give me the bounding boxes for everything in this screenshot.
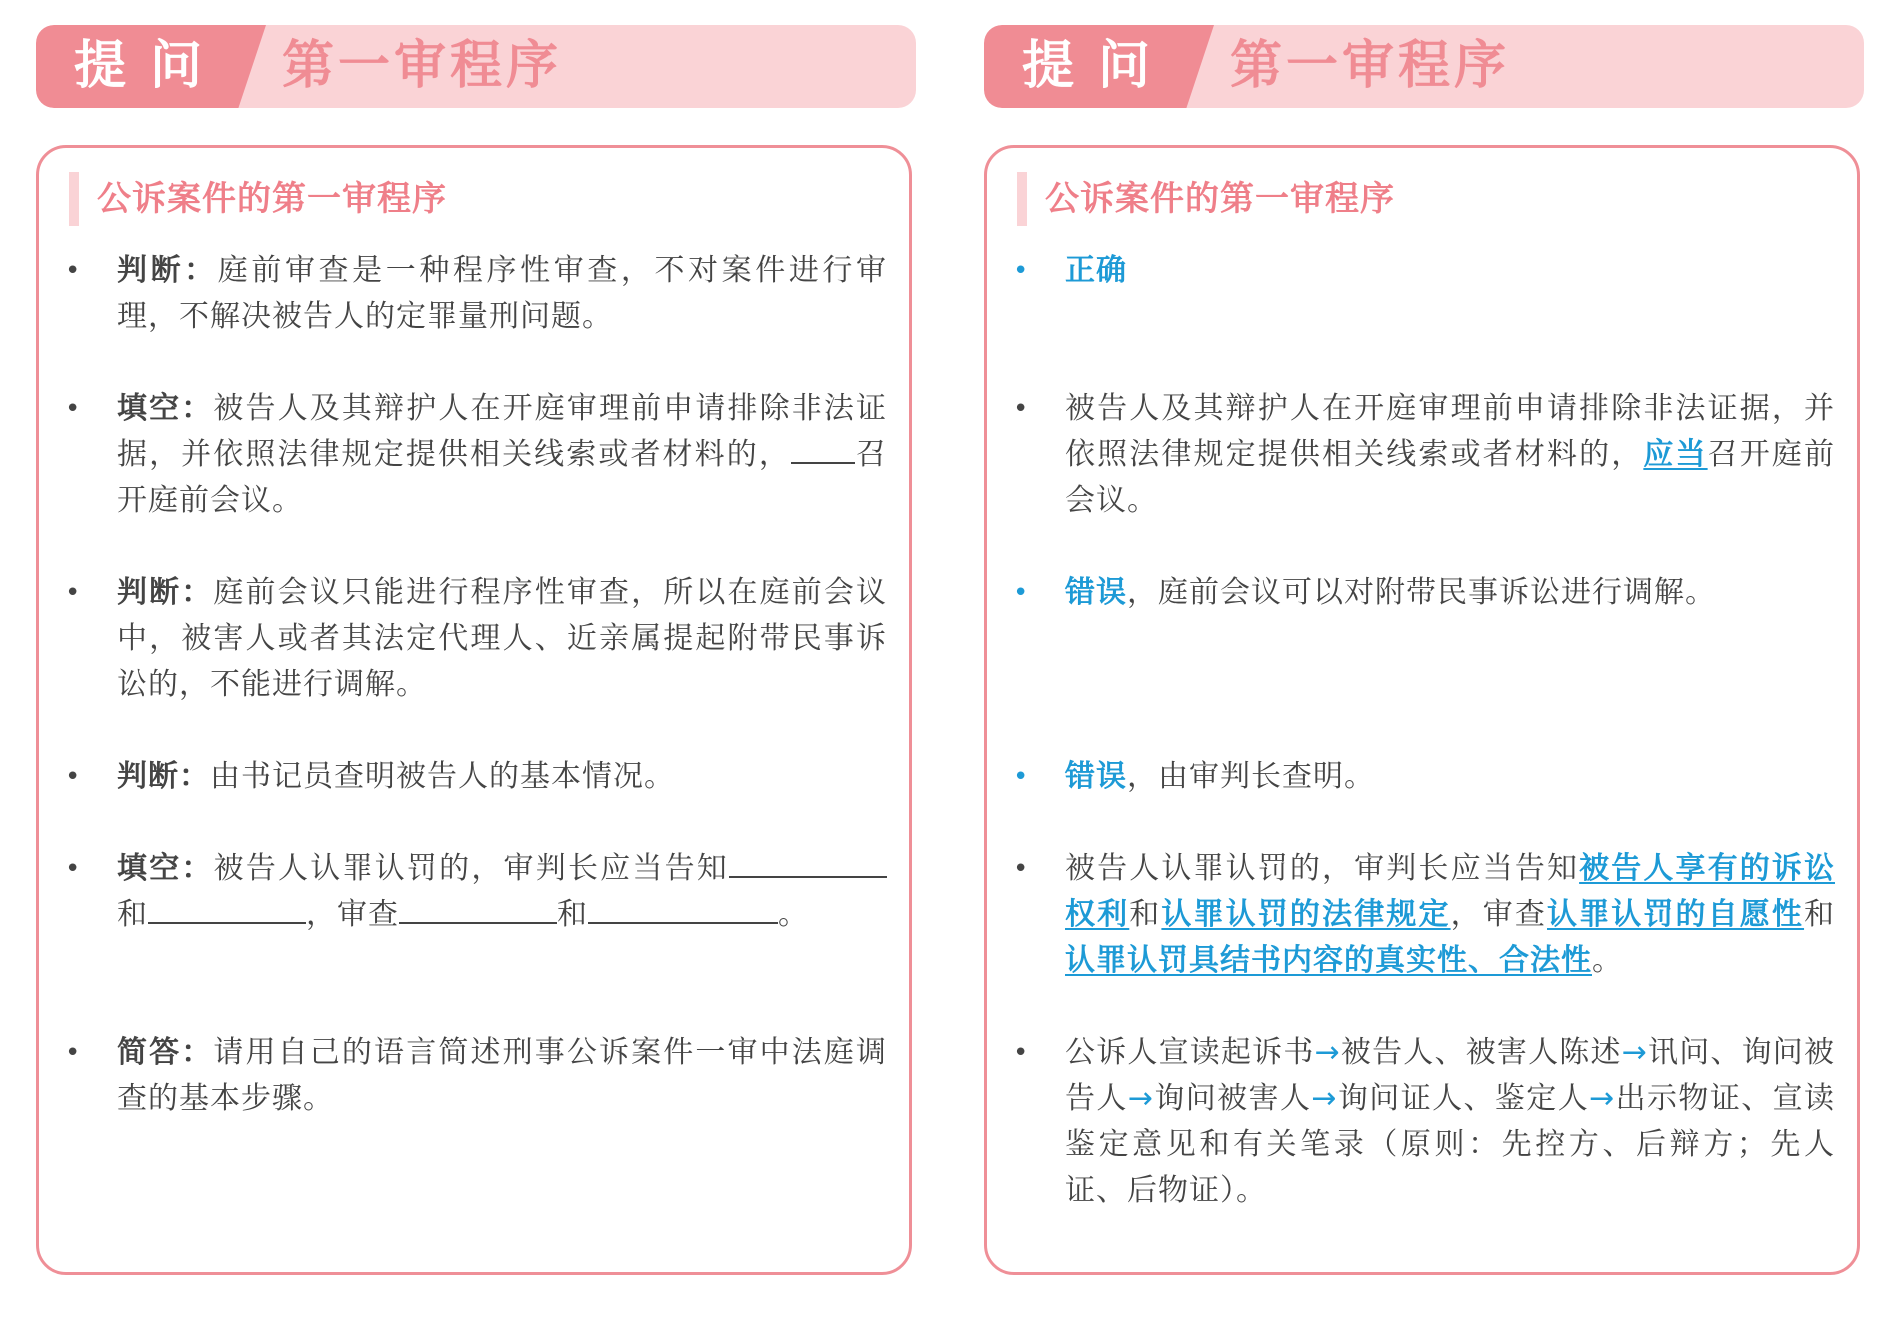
answer-text: 错误: [1065, 759, 1127, 794]
question-type-label: 判断：: [117, 253, 218, 288]
answer-body: ，审查: [1450, 897, 1547, 932]
answer-text: 正确: [1065, 253, 1127, 288]
left-card-title-accent: [69, 172, 79, 226]
left-header-title: 第一审程序: [282, 36, 563, 96]
question-text: 庭前审查是一种程序性审查，不对案件进行审理，不解决被告人的定罪量刑问题。: [117, 253, 888, 334]
step-text: 被告人、被害人陈述: [1340, 1035, 1622, 1070]
step-text: 讯问、询问被告人: [1065, 1035, 1836, 1116]
question-text: 被告人及其辩护人在开庭审理前申请排除非法证据，并依照法律规定提供相关线索或者材料的，: [117, 391, 888, 472]
answer-body: 被告人及其辩护人在开庭审理前申请排除非法证据，并依照法律规定提供相关线索或者材料的，: [1065, 391, 1835, 472]
answer-highlight: 应当: [1643, 437, 1708, 472]
fill-blank: [729, 848, 887, 878]
answer-item-6: [1013, 1030, 1835, 1214]
answer-body: 被告人认罪认罚的，审判长应当告知: [1065, 851, 1580, 886]
bullet: •: [1013, 854, 1029, 884]
arrow-right-icon: →: [1311, 1081, 1338, 1116]
step-text: 出示物证、宣读鉴定意见和有关笔录（原则：先控方、后辩方；先人证、后物证）。: [1065, 1081, 1836, 1208]
question-text: 召开庭前会议。: [117, 437, 888, 518]
left-panel: [36, 0, 924, 1322]
step-text: 询问被害人: [1153, 1081, 1312, 1116]
question-text: 由书记员查明被告人的基本情况。: [210, 759, 675, 794]
left-question-card: [36, 145, 912, 1275]
answer-body: 。: [1592, 943, 1623, 978]
answer-body: ，由审判长查明。: [1127, 759, 1375, 794]
bullet: •: [1013, 578, 1029, 608]
bullet: •: [65, 1038, 81, 1068]
bullet: •: [65, 854, 81, 884]
answer-body: 和: [1804, 897, 1836, 932]
bullet: •: [65, 578, 81, 608]
answer-item-3: [1013, 570, 1835, 616]
question-item-6: [65, 1030, 887, 1122]
question-type-label: 填空：: [117, 391, 214, 426]
answer-highlight: 认罪认罚的法律规定: [1161, 897, 1451, 932]
right-header-bar: [984, 25, 1864, 108]
question-text: ，审查: [306, 897, 399, 932]
answer-highlight: 认罪认罚具结书内容的真实性、合法性: [1065, 943, 1592, 978]
fill-blank: [791, 434, 855, 464]
right-card-title: 公诉案件的第一审程序: [1045, 179, 1395, 219]
fill-blank: [399, 894, 557, 924]
answer-item-5: [1013, 846, 1835, 984]
left-header-tag-text: 提问: [74, 36, 227, 96]
answer-highlight: 认罪认罚的自愿性: [1547, 897, 1805, 932]
question-item-3: [65, 570, 887, 708]
arrow-right-icon: →: [1127, 1081, 1154, 1116]
bullet: •: [1013, 394, 1029, 424]
bullet: •: [1013, 762, 1029, 792]
right-card-title-accent: [1017, 172, 1027, 226]
question-text: 被告人认罪认罚的，审判长应当告知: [213, 851, 730, 886]
arrow-right-icon: →: [1621, 1035, 1648, 1070]
step-text: 询问证人、鉴定人: [1337, 1081, 1590, 1116]
left-header-bar: [36, 25, 916, 108]
question-text: 请用自己的语言简述刑事公诉案件一审中法庭调查的基本步骤。: [117, 1035, 888, 1116]
answer-item-2: [1013, 386, 1835, 524]
right-header-tag-text: 提问: [1022, 36, 1175, 96]
arrow-right-icon: →: [1589, 1081, 1616, 1116]
step-text: 公诉人宣读起诉书: [1065, 1035, 1315, 1070]
bullet: •: [1013, 1038, 1029, 1068]
right-panel: [984, 0, 1872, 1322]
answer-body: 和: [1129, 897, 1162, 932]
question-item-5: [65, 846, 887, 938]
answer-item-1: [1013, 248, 1835, 294]
arrow-right-icon: →: [1314, 1035, 1341, 1070]
question-text: 庭前会议只能进行程序性审查，所以在庭前会议中，被害人或者其法定代理人、近亲属提起附带民事诉讼的，不能进行调解。: [117, 575, 888, 702]
question-item-4: [65, 754, 887, 800]
answer-highlight: 被告人享有的诉讼权利: [1065, 851, 1836, 932]
question-item-2: [65, 386, 887, 524]
right-answer-card: [984, 145, 1860, 1275]
answer-body: ，庭前会议可以对附带民事诉讼进行调解。: [1127, 575, 1716, 610]
answer-text: 错误: [1065, 575, 1127, 610]
left-card-title: 公诉案件的第一审程序: [97, 179, 447, 219]
question-type-label: 填空：: [117, 851, 214, 886]
question-item-1: [65, 248, 887, 340]
fill-blank: [588, 894, 778, 924]
question-text: 。: [778, 897, 809, 932]
answer-body: 召开庭前会议。: [1065, 437, 1836, 518]
question-type-label: 简答：: [117, 1035, 214, 1070]
question-text: 和: [557, 897, 588, 932]
answer-item-4: [1013, 754, 1835, 800]
question-type-label: 判断：: [117, 575, 214, 610]
bullet: •: [1013, 256, 1029, 286]
question-text: 和: [117, 897, 148, 932]
bullet: •: [65, 256, 81, 286]
bullet: •: [65, 394, 81, 424]
fill-blank: [148, 894, 306, 924]
right-header-title: 第一审程序: [1230, 36, 1511, 96]
question-type-label: 判断：: [117, 759, 210, 794]
bullet: •: [65, 762, 81, 792]
